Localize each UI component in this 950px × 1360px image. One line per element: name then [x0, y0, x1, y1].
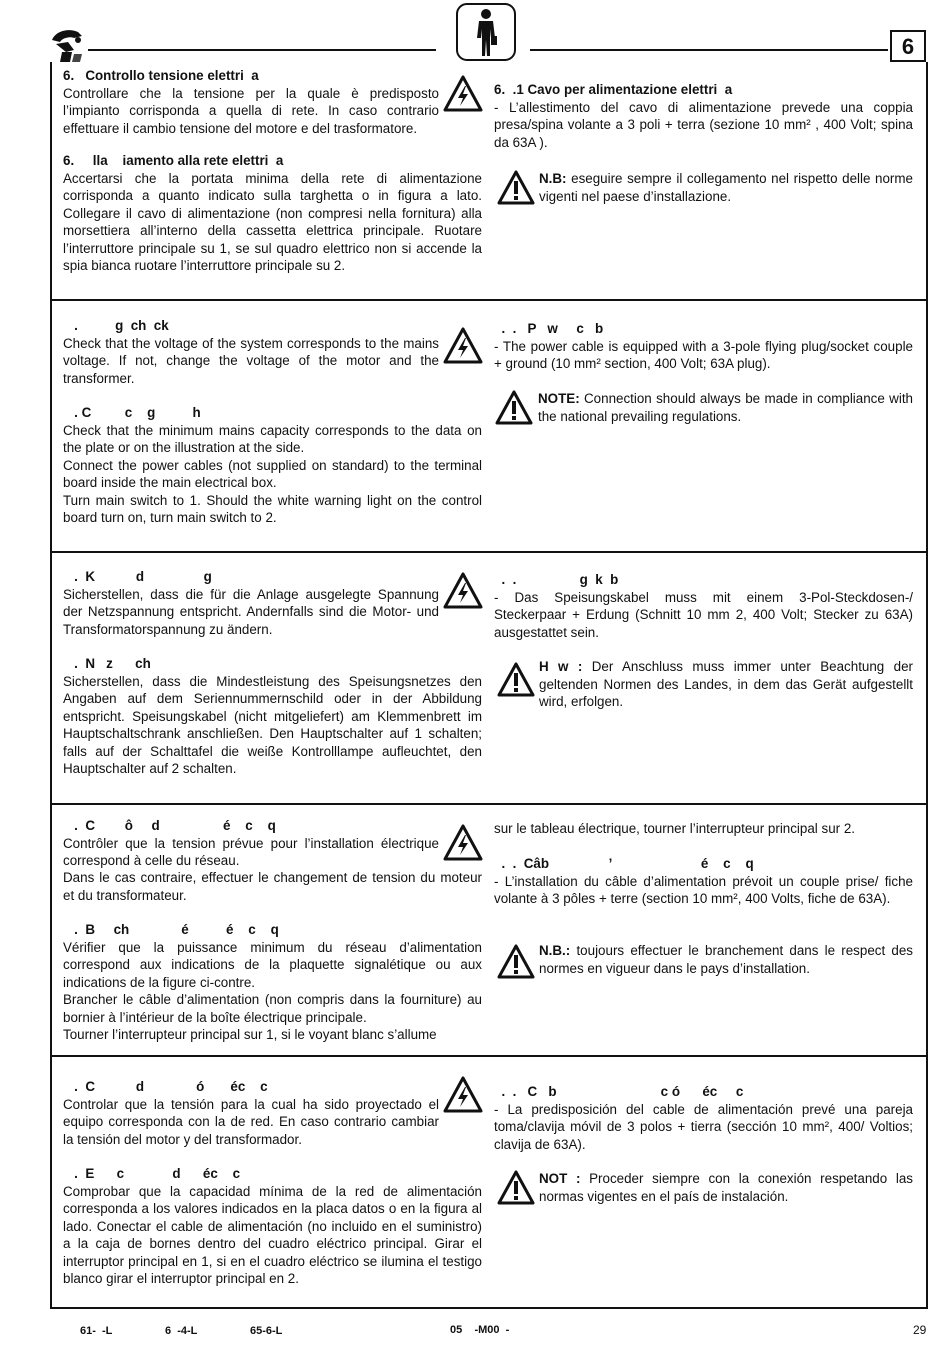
frame-left: [50, 62, 52, 1308]
footer-model-3: 65-6-L: [250, 1325, 283, 1337]
electric-hazard-icon: [443, 824, 483, 862]
page-number: 29: [913, 1323, 927, 1337]
heading: . K d g: [63, 569, 212, 584]
section-es-note: [539, 1170, 913, 1205]
electric-hazard-icon: [443, 1076, 483, 1114]
paragraph: Sicherstellen, dass die für die Anlage ausgelegte Spannung der Netzspannung entspricht. Andernfalls sind die Motor- und Transformatorspannung zu ändern.: [63, 586, 439, 637]
note-text: Connection should always be made in compliance with the national prevailing regulations.: [538, 391, 913, 424]
heading: 6. .1 Cavo per alimentazione elettri a: [494, 82, 733, 97]
divider-1: [50, 299, 928, 301]
divider-3: [50, 803, 928, 805]
section-it-left-2: [63, 152, 482, 275]
paragraph: Vérifier que la puissance minimum du réseau d’alimentation correspond aux indications de la plaquette signalétique ou aux indications de la figure ci-contre.: [63, 939, 482, 990]
paragraph: Accertarsi che la portata minima della rete di alimentazione corrisponda a quanto indicato sulla targhetta o in figura a lato. Collegare il cavo di alimentazione (non compresi nella fornitura) alla morsettiera all’interno della cassetta elettrica principale. Ruotare l’interruttore principale su 1, se sul quadro elettrico non si accende la spia bianca ruotare l’interruttore principale su 2.: [63, 170, 482, 273]
warning-triangle-icon: [497, 662, 535, 698]
paragraph: Check that the minimum mains capacity corresponds to the data on the plate or on the illustration at the side.: [63, 422, 482, 455]
section-number-box: [890, 30, 926, 62]
heading: . C c g h: [63, 405, 201, 420]
paragraph: Connect the power cables (not supplied on standard) to the terminal board inside the main electrical box.: [63, 457, 482, 490]
section-en-left-2: [63, 404, 482, 527]
brand-logo-icon: [48, 26, 88, 66]
electric-hazard-icon: [443, 327, 483, 365]
warning-triangle-icon: [495, 390, 533, 426]
electric-hazard-icon: [443, 75, 483, 113]
heading: . N z ch: [63, 656, 151, 671]
heading: . g ch ck: [63, 318, 169, 333]
heading: . C d ó éc c: [63, 1079, 268, 1094]
paragraph: Controlar que la tensión para la cual ha sido proyectado el equipo corresponda con la de red. En caso contrario cambiar la tensión del motor y del transformador.: [63, 1096, 439, 1147]
heading: . . C b c ó éc c: [494, 1084, 744, 1099]
heading: . E c d éc c: [63, 1166, 241, 1181]
header-rule-left: [88, 49, 436, 51]
paragraph: sur le tableau électrique, tourner l’interrupteur principal sur 2.: [494, 821, 855, 836]
heading: . . P w c b: [494, 321, 604, 336]
paragraph: Turn main switch to 1. Should the white warning light on the control board turn on, turn main switch to 2.: [63, 492, 482, 525]
section-de-left-1: [63, 568, 439, 638]
paragraph: - The power cable is equipped with a 3-pole flying plug/socket couple + ground (10 mm² section, 400 Volt; 63A plug).: [494, 338, 913, 371]
section-fr-right-top: [494, 820, 913, 838]
paragraph: - L’allestimento del cavo di alimentazione prevede una coppia presa/spina volante a 3 poli + terra (sezione 10 mm² , 400 Volt; spina da 63A ).: [494, 99, 913, 150]
warning-triangle-icon: [497, 944, 535, 980]
heading: 6. lla iamento alla rete elettri a: [63, 153, 284, 168]
section-fr-left-2: [63, 921, 482, 1044]
section-it-note: [539, 170, 913, 205]
paragraph: - Das Speisungskabel muss mit einem 3-Pol-Steckdosen-/ Steckerpaar + Erdung (Schnitt 10 mm 2, 400 Volt; Stecker zu 63A) ausgestattet sein.: [494, 589, 913, 640]
section-fr-note: [539, 942, 913, 977]
section-en-right: [494, 320, 913, 373]
paragraph: Brancher le câble d’alimentation (non compris dans la fourniture) au bornier à l’intérieur de la boîte électrique principale.: [63, 992, 482, 1025]
paragraph: Tourner l’interrupteur principal sur 1, si le voyant blanc s’allume: [63, 1027, 437, 1042]
section-en-note: [538, 390, 913, 425]
header-rule-right: [530, 49, 888, 51]
warning-triangle-icon: [497, 170, 535, 206]
section-de-note: [539, 658, 913, 711]
note-label: N.B.:: [539, 943, 571, 958]
section-it-right: [494, 81, 913, 151]
note-text: Proceder siempre con la conexión respetando las normas vigentes en el país de instalación.: [539, 1171, 913, 1204]
warning-triangle-icon: [497, 1170, 535, 1206]
note-label: NOT :: [539, 1171, 581, 1186]
divider-4: [50, 1055, 928, 1057]
paragraph: - La predisposición del cable de alimentación prevé una pareja toma/clavija móvil de 3 polos + tierra (sección 10 mm², 400/ Voltios; clavija de 63A).: [494, 1101, 913, 1152]
paragraph: Check that the voltage of the system corresponds to the mains voltage. If not, change the voltage of the motor and the transformer.: [63, 335, 439, 386]
section-de-left-2: [63, 655, 482, 778]
section-de-right: [494, 571, 913, 641]
paragraph: - L’installation du câble d’alimentation prévoit un couple prise/ fiche volante à 3 pôles + terre (section 10 mm², 400 Volts, fiche de 63A).: [494, 873, 913, 906]
section-en-left-1: [63, 317, 439, 387]
divider-2: [50, 551, 928, 553]
section-fr-left-1: [63, 817, 439, 870]
footer-model-2: 6 -4-L: [165, 1325, 198, 1337]
section-es-left-1: [63, 1078, 439, 1148]
section-es-left-2: [63, 1165, 482, 1288]
heading: . B ch é é c q: [63, 922, 279, 937]
electric-hazard-icon: [443, 572, 483, 610]
paragraph: Comprobar que la capacidad mínima de la red de alimentación corresponda a los valores indicados en la placa datos o en la figura al lado. Conectar el cable de alimentación (no incluido en el suministro) a la caja de bornes dentro del cuadro eléctrico principal. Girar el interruptor principal en 1, si en el cuadro eléctrico se ilumina el testigo blanco girar el interruptor principal en 2.: [63, 1183, 482, 1286]
footer-doc-code: 05 -M00 -: [450, 1324, 510, 1336]
section-number: 6: [901, 34, 915, 59]
note-label: NOTE:: [538, 391, 580, 406]
paragraph: Dans le cas contraire, effectuer le changement de tension du moteur et du transformateur.: [63, 870, 482, 903]
note-text: toujours effectuer le branchement dans le respect des normes en vigueur dans le pays d’installation.: [539, 943, 913, 976]
paragraph: Controllare che la tensione per la quale è predisposto l’impianto corrisponda a quella di rete. In caso contrario effettuare il cambio tensione del motore e del trasformatore.: [63, 85, 439, 136]
divider-bottom: [50, 1307, 928, 1309]
note-text: Der Anschluss muss immer unter Beachtung der geltenden Normen des Landes, in dem das Gerät aufgestellt wird, erfolgen.: [539, 659, 913, 709]
footer-model-1: 61- -L: [80, 1325, 113, 1337]
note-label: H w :: [539, 659, 583, 674]
section-it-left-1: [63, 67, 439, 137]
heading: 6. Controllo tensione elettri a: [63, 68, 259, 83]
paragraph: Contrôler que la tension prévue pour l’installation électrique correspond à celle du réseau.: [63, 835, 439, 868]
frame-right: [926, 62, 928, 1308]
heading: . . Câb ’ é c q: [494, 856, 754, 871]
note-label: N.B:: [539, 171, 567, 186]
person-standing-icon: [455, 2, 517, 62]
section-fr-left-1b: [63, 869, 482, 904]
heading: . . g k b: [494, 572, 619, 587]
section-es-right: [494, 1083, 913, 1153]
heading: . C ô d é c q: [63, 818, 276, 833]
section-fr-right: [494, 855, 913, 908]
note-text: eseguire sempre il collegamento nel rispetto delle norme vigenti nel paese d’installazione.: [539, 171, 913, 204]
paragraph: Sicherstellen, dass die Mindestleistung des Speisungsnetzes den Angaben auf dem Seriennummernschild oder in der Abbildung entspricht. Speisungskabel (nicht mitgeliefert) am Klemmenbrett im Hauptschaltschrank anschließen. Den Hauptschalter auf 1 schalten; falls auf der Schalttafel die weiße Kontrolllampe aufleuchtet, den Hauptschalter auf 2 schalten.: [63, 673, 482, 776]
